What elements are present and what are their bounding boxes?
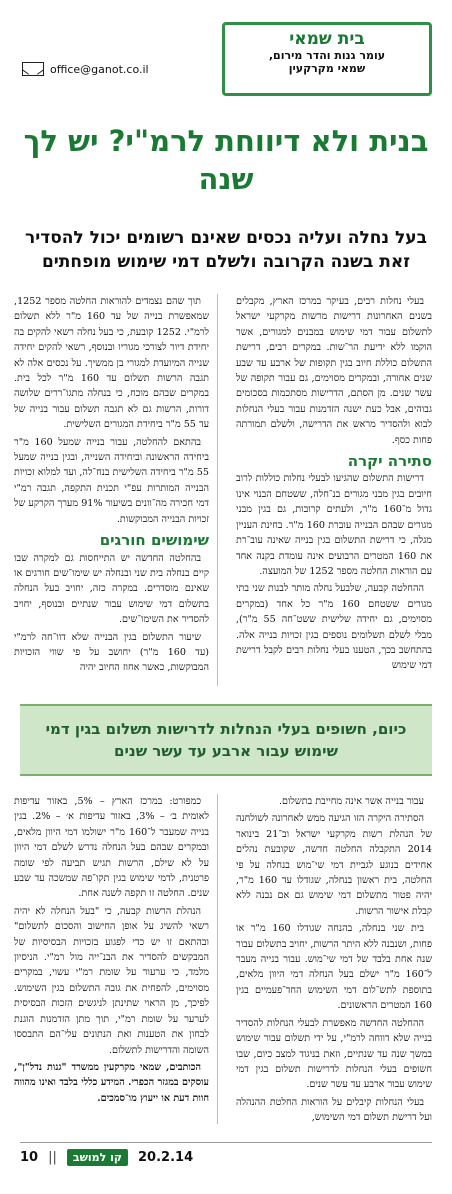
author-credit: הכותבים, שמאי מקרקעין ממשרד "גנות נדל"ן", עוסקים במגזר הכפרי. המידע כללי בלבד ואינו מהווה חוות דעת או ייעוץ מו־סמכים. — [14, 1061, 209, 1104]
paragraph: ההחלטה קבעה, שלבעל נחלה מותר לבנות שני בתי מגורים ששטחם 160 מ"ר כל אחד (במקרים מסוימים, גם יחידה שלישית ששט־חה 55 מ"ר), מבלי לשלם תשלומים נוספים בגין זכויות בנייה אלה. בהתחשב בכך, הטענו בעלי נחלות רבים לקבל דרישת דמי שימוש — [236, 583, 432, 672]
text-column-3 — [236, 794, 432, 1124]
paragraph: בעלי נחלות רבים, בעיקר במרכז הארץ, מקבלים בשנים האחרונות דרישות מרשות מקרקעי ישראל לתשלום עבור דמי שימוש במבנים למגורים, אשר הוקמו ללא ידיעת הר־שות. במקרים רבים, דרישת התשלום כוללת חיוב בגין תקופות של ארבע עד שבע שנים אחורה, ובמקרים מסוימים, גם עבור תקופה של עשר שנים. מן הסתם, הדרישות מסתכמות בסכומים גבוהים, אבל כעת ישנה הזדמנות עבור בעלי הנחלות לבוא ולהסדיר מראש את הדרישה, ולשלם תמורתה פחות כסף. — [236, 296, 432, 446]
paragraph: ההחלטה החדשה מאפשרת לבעלי הנחלות להסדיר בנייה שלא דווחה לרמ"י, על ידי תשלום עבור שימוש במשך שנה עד שנתיים, וזאת בניגוד למצב כיום, שבו חשופים בעלי הנחלות לדרישות תשלום בגין דמי שימוש עבור ארבע עד עשר שנים. — [236, 1017, 432, 1091]
column-brand-title: בית שמאי — [289, 29, 365, 49]
section-heading: סתירה יקרה — [347, 452, 432, 471]
article-subhead: בעל נחלה ועליה נכסים שאינם רשומים יכול להסדיר זאת בשנה הקרובה ולשלם דמי שימוש מופחתים — [24, 228, 428, 272]
paragraph: שיעור התשלום בגין הבנייה שלא דוו־חה לרמ"י (עד 160 מ"ר) יחושב על פי שווי הזכויות המבוקשות, כאשר אחוז החיוב יהיה — [14, 631, 209, 674]
issue-date: 20.2.14 — [138, 1150, 194, 1165]
column-brand-box — [222, 22, 432, 96]
paragraph: תוך שהם נצמדים להוראות החלטה מספר 1252, שמאפשרת בנייה של עד 160 מ"ר ללא תשלום לרמ"י. 1252 קובעת, כי בעל נחלה רשאי להקים בה יחידת דיור לצורכי מגוריו ובנוסף, רשאי להקים יחידה שנייה המיועדת למגורי בן ממשיך. על נכסים אלה לא תגבה הרשות תשלום עד 160 מ"ר לכל בית. במקרים שבהם מוכח, כי בנחלה מתגו־ררים שלושה דורות, הרשות גם לא תגבה תשלום עבור בנייה של עד 55 מ"ר ביחידת המגורים השלישית. — [14, 296, 209, 431]
section-heading: שימושים חורגים — [99, 531, 209, 550]
text-column-2 — [14, 294, 218, 686]
paragraph: דרישות התשלום שהגיעו לבעלי נחלות כוללות לרוב חיובים בגין מבני מגורים בנ־חלה, ששטחם הבנוי אינו גדול מ־160 מ"ר, ולעתים קרובות, גם בגין מבני מגורים שבהם הבנייה עוברת 160 מ"ר. בחינת העניין מגלה, כי דרישת התשלום בגין בנייה שאינה עוב־רת את 160 המטרים הרבועים אינה עומדת בקנה אחד עם הוראות החלטה מספר 1252 של המועצה. — [236, 473, 432, 577]
paragraph: בהתאם להחלטה, עבור בנייה שמעל 160 מ"ר ביחידה הראשונה וביחידה השנייה, ובגין בנייה שמעל 55 מ"ר ביחידה השלישית בנח־לה, ועד למלוא זכויות הבנייה המותרות עפ"י תכנית התקפה, תגבה רמ"י דמי חכירה מה־וונים בשיעור 91% מערך הקרקע של זכויות הבנייה המבוקשות. — [14, 436, 209, 525]
email-address[interactable]: office@ganot.co.il — [50, 62, 149, 76]
envelope-icon — [22, 62, 44, 76]
article-page — [14, 14, 438, 1180]
paragraph: בית שני בנחלה, בהנחה שגודלו 160 מ"ר או פחות, ושנבנה ללא היתר הרשות, יחויב בתשלום עבור שנה אחת בלבד של דמי שי־מוש. עבור בנייה מעבר ל־160 מ"ר ישלם בעל הנחלה דמי היוון מלאים, בתוספת לתש־לום דמי השימוש החד־פעמיים בגין 160 המטרים הראשונים. — [236, 923, 432, 1012]
page-number: 10 — [20, 1150, 39, 1165]
paragraph: הסתירה היקרה הזו הגיעה ממש לאחרונה לשולחנה של הנהלת רשות מקרקעי ישראל וב־21 בינואר 2014 התקבלה החלטה חדשה, שקובעת נהלים אחידים בנוגע לגביית דמי שי־מוש בנחלה על פי החלטה, בית ראשון בנחלה, שגודלו עד 160 מ"ר, יהיה פטור מתשלום דמי שימוש גם אם נבנה ללא קבלת אישור הרשות. — [236, 813, 432, 917]
article-headline: בנית ולא דיווחת לרמ"י? יש לך שנה — [23, 124, 429, 196]
page-footer — [20, 1142, 432, 1172]
author-names: עומר גנות והדר מירום, — [268, 49, 386, 62]
paragraph: כמפורט: במרכז הארץ – 5%, באזור עדיפות לאומית ב׳ – 3%, באזור עדיפות א׳ – 2%. בגין בנייה שמעבר ל־160 מ"ר ישולמו דמי היוון מלאים, ובמקרים שבהם בעל הנחלה נדרש לשלם דמי היוון על לא שילם, הרשות תגיש תביעה לפי שומה פרטנית, לדמי שימוש בגין תקו־פה שמשכה עד שבע שנים. החלטה זו תקפה לשנה אחת. — [14, 796, 210, 900]
paragraph: בעלי הנחלות קיבלים על הוראות החלטת ההנהלה ועל דרישת תשלום דמי השימוש, — [236, 1096, 432, 1124]
text-column-4 — [14, 794, 218, 1124]
paragraph: הנהלת הרשות קבעה, כי "בעל הנחלה לא יהיה רשאי להשיג על אופן החישוב והסכום לתשלום" ובהתאם זו יש כדי לפגוע בזכויות הבסיסיות של המבקשים להסדיר את הבנ־ייה מול רמ"י. הניסיון מלמד, כי ערעור על שומת רמ"י עשוי, במקרים מסוימים, להפחית את גובה התשלום בגין השימוש. לפיכך, מן הראוי שתינתן לניגשים הזכות הבסיסית לערער על שומת רמ"י, תוך מתן הזדמנות הוגנת לבחון את הטענות ואת הנתונים עלי־הם התבססו השומה והדרישות לתשלום. — [14, 905, 209, 1056]
pull-quote: כיום, חשופים בעלי הנחלות לדרישות תשלום בגין דמי שימוש עבור ארבע עד עשר שנים — [20, 704, 432, 776]
paragraph: עבור בנייה אשר אינה מחייבת בתשלום. — [278, 796, 424, 807]
text-column-1 — [236, 294, 432, 686]
author-title: שמאי מקרקעין — [288, 62, 366, 75]
contact-email[interactable] — [22, 62, 149, 76]
footer-separator: || — [48, 1150, 57, 1165]
publication-logo: קו למושב — [67, 1149, 128, 1166]
paragraph: בהחלטה החדשה יש התייחסות גם למקרה שבו קיים בנחלה בית שני ובנחלה יש שימו־שים חורגים או שאינם מוסדרים. במקרה כזה, יחויב בעל הנחלה בתשלום דמי שימוש עבור שנתיים ובנוסף, יחויב להסדיר את השימו־שים. — [14, 552, 209, 626]
